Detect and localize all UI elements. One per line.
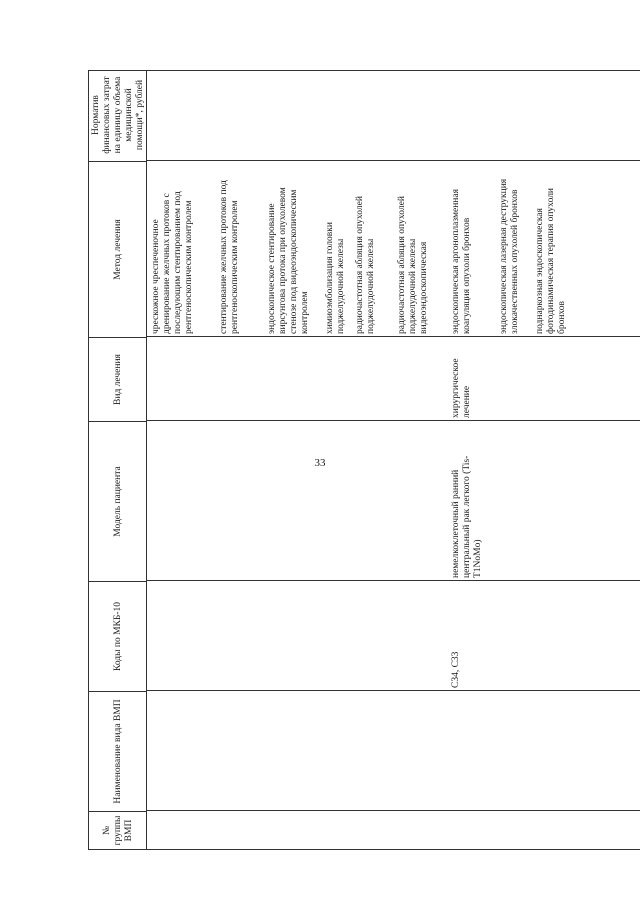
header-icd: Коды по МКБ-10 bbox=[89, 581, 147, 691]
header-group: № группы ВМП bbox=[89, 811, 147, 849]
row2-model: немелкоклеточный ранний центральный рак легкого (Tis-T1NoMo) bbox=[451, 455, 483, 578]
method-item: стентирование желчных протоков под рентгеноскопическим контролем bbox=[219, 180, 240, 334]
header-treatment-type: Вид лечения bbox=[89, 337, 147, 421]
column-divider bbox=[147, 580, 640, 581]
method-item: чрескожное чреспеченочное дренирование желчных протоков с последующим стентированием под рентгеноскопическим контролем bbox=[151, 191, 194, 334]
method-item: эндоскопическая лазерная деструкция злокачественных опухолей бронхов bbox=[499, 178, 520, 334]
column-divider bbox=[147, 420, 640, 421]
column-divider bbox=[147, 690, 640, 691]
header-norm: Норматив финансовых затрат на единицу объема медицинской помощи*, рублей bbox=[90, 76, 145, 154]
header-model: Модель пациента bbox=[89, 421, 147, 581]
page-number-text: 33 bbox=[314, 457, 326, 469]
method-item: эндоскопическая аргоноплазменная коагуляция опухоли бронхов bbox=[451, 189, 472, 334]
header-name: Наименование вида ВМП bbox=[89, 691, 147, 811]
header-method: Метод лечения bbox=[89, 161, 147, 337]
table-header bbox=[89, 71, 147, 849]
treatment-table bbox=[88, 70, 640, 850]
column-divider bbox=[147, 810, 640, 811]
row2-icd: C34, C33 bbox=[451, 651, 461, 688]
method-item: эндоскопическое стентирование вирсунгова протока при опухолевом стенозе под видеоэндоскопическим контролем bbox=[267, 187, 310, 334]
column-divider bbox=[147, 160, 640, 161]
row2-treatment-type: хирургическое лечение bbox=[451, 358, 472, 418]
method-item: радиочастотная абляция опухолей поджелудочной железы видеоэндоскопическая bbox=[397, 196, 429, 334]
method-item: радиочастотная абляция опухолей поджелудочной железы bbox=[355, 196, 376, 334]
method-item: поднаркозная эндоскопическая фотодинамическая терапия опухоли бронхов bbox=[535, 187, 567, 334]
column-divider bbox=[147, 336, 640, 337]
method-item: химиоэмболизация головки поджелудочной железы bbox=[325, 222, 346, 334]
